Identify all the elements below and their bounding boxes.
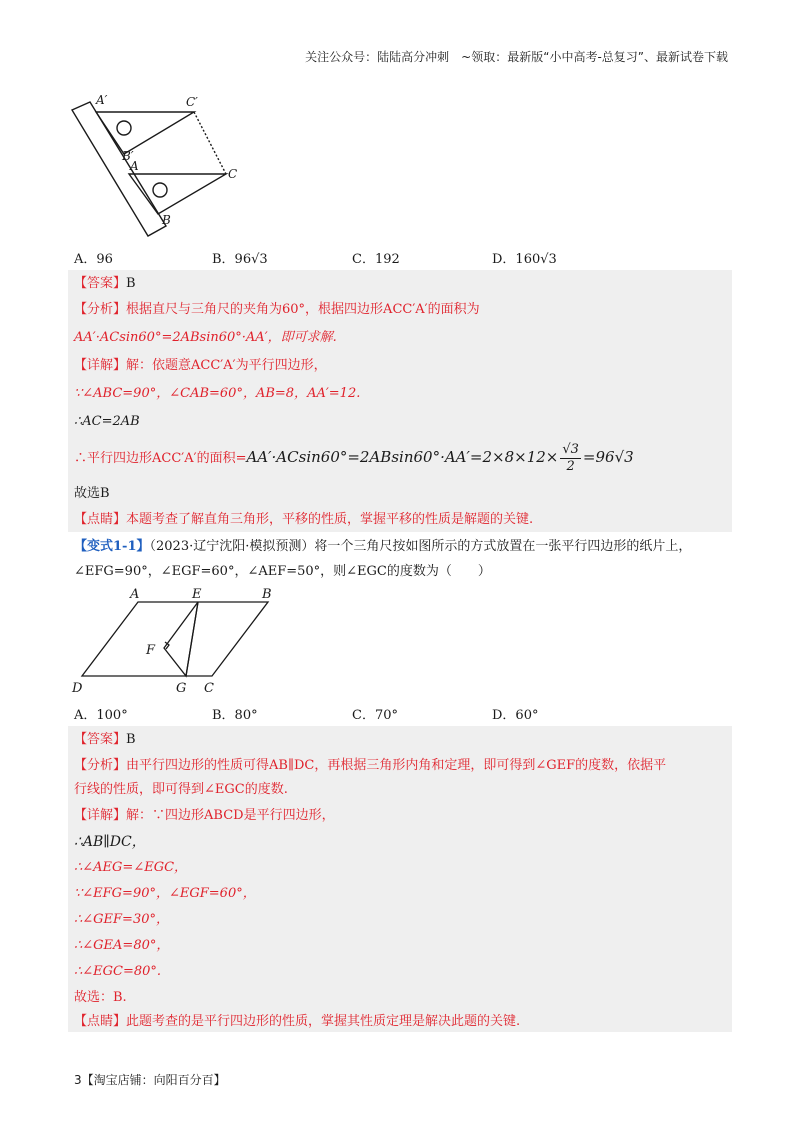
detail-text: 解：依题意ACC′A′为平行四边形， xyxy=(126,358,327,373)
q2-detail-line2: ∴AB∥DC， xyxy=(74,834,146,850)
label-D: D xyxy=(72,681,83,696)
answer-tag: 【答案】 xyxy=(74,276,127,291)
q1-analysis-line1 xyxy=(74,300,480,320)
comment-tag: 【点睛】 xyxy=(74,512,127,527)
q1-comment-line xyxy=(74,510,533,530)
triangle-efg xyxy=(164,602,198,676)
q2-analysis-line1 xyxy=(74,756,666,776)
q1-option-b: B．96√3 xyxy=(212,252,268,267)
analysis-text: 由平行四边形的性质可得AB∥DC，再根据三角形内角和定理，即可得到∠GEF的度数，依据平 xyxy=(126,758,667,773)
q2-source-text: （2023·辽宁沈阳·模拟预测）将一个三角尺按如图所示的方式放置在一张平行四边形的纸片上， xyxy=(149,539,692,554)
triangle-lower xyxy=(129,174,226,214)
shop-name: 【淘宝店铺：向阳百分百】 xyxy=(81,1073,226,1087)
fraction-denominator: 2 xyxy=(566,459,575,474)
q2-option-d: D．60° xyxy=(492,708,539,723)
analysis-text: 根据直尺与三角尺的夹角为60°，根据四边形ACC′A′的面积为 xyxy=(126,302,480,317)
answer-value: B xyxy=(126,276,136,291)
q1-detail-line4 xyxy=(74,440,634,476)
label-B: B xyxy=(162,213,171,227)
label-A: A xyxy=(130,159,139,173)
label-A-prime: A′ xyxy=(96,93,108,107)
label-B-prime: B′ xyxy=(122,149,134,163)
q1-detail-line2 xyxy=(74,384,360,404)
q2-question-line1 xyxy=(74,537,691,557)
detail-area-result: =96√3 xyxy=(582,448,634,466)
detail-text: 解：∵四边形ABCD是平行四边形， xyxy=(126,808,335,823)
detail-given-ab: AB=8， xyxy=(255,386,308,401)
q2-detail-line7: ∴∠EGC=80°. xyxy=(74,964,162,979)
q2-option-a: A．100° xyxy=(74,708,128,723)
q1-detail-line1 xyxy=(74,356,327,376)
q2-comment-line xyxy=(74,1012,520,1032)
label-C: C xyxy=(228,167,238,181)
fraction-numerator: √3 xyxy=(562,442,579,457)
fraction-sqrt3-over-2 xyxy=(560,442,581,475)
dotted-segment-cc xyxy=(194,112,226,174)
analysis-tag: 【分析】 xyxy=(74,758,127,773)
detail-tag: 【详解】 xyxy=(74,358,127,373)
circle-hole-upper xyxy=(117,121,131,135)
q1-option-a: A．96 xyxy=(74,252,113,267)
q2-detail-line4: ∵∠EFG=90°，∠EGF=60°， xyxy=(74,886,256,901)
variant-tag: 【变式1-1】 xyxy=(74,539,150,554)
q2-analysis-line2: 行线的性质，即可得到∠EGC的度数. xyxy=(74,782,288,797)
q1-detail-line5: 故选B xyxy=(74,486,110,501)
answer-tag: 【答案】 xyxy=(74,732,127,747)
figure-parallelogram xyxy=(68,586,288,698)
answer-value: B xyxy=(126,732,136,747)
triangle-upper xyxy=(96,112,194,154)
q1-options xyxy=(74,248,734,270)
ruler-shape xyxy=(72,102,166,236)
label-C-prime: C′ xyxy=(186,95,198,109)
q2-detail-line8: 故选：B. xyxy=(74,990,127,1005)
q2-detail-line6: ∴∠GEA=80°， xyxy=(74,938,170,953)
q1-option-d: D．160√3 xyxy=(492,252,557,267)
page-header: 关注公众号：陆陆高分冲刺 ~领取：最新版“小中高考-总复习”、最新试卷下载 xyxy=(305,50,728,64)
q1-option-c: C．192 xyxy=(352,252,400,267)
q2-question-line2: ∠EFG=90°，∠EGF=60°，∠AEF=50°，则∠EGC的度数为（ ） xyxy=(74,564,491,579)
comment-text: 本题考查了解直角三角形，平移的性质，掌握平移的性质是解题的关键. xyxy=(126,512,534,527)
q1-detail-line3: ∴AC=2AB xyxy=(74,414,140,429)
q2-option-b: B．80° xyxy=(212,708,258,723)
comment-text: 此题考查的是平行四边形的性质，掌握其性质定理是解决此题的关键. xyxy=(126,1014,521,1029)
circle-hole-lower xyxy=(153,183,167,197)
q2-answer-line xyxy=(74,730,136,750)
parallelogram-abcd xyxy=(82,602,268,676)
comment-tag: 【点睛】 xyxy=(74,1014,127,1029)
page-number: 3 xyxy=(74,1073,82,1087)
q2-option-c: C．70° xyxy=(352,708,398,723)
detail-area-expr: AA′·ACsin60°=2ABsin60°·AA′=2×8×12× xyxy=(246,448,559,466)
label-B: B xyxy=(262,587,272,602)
q2-detail-line5: ∴∠GEF=30°， xyxy=(74,912,169,927)
page-footer xyxy=(74,1071,226,1088)
analysis-tag: 【分析】 xyxy=(74,302,127,317)
q1-answer-line xyxy=(74,274,136,294)
q2-detail-line3: ∴∠AEG=∠EGC， xyxy=(74,860,188,875)
detail-area-label: ∴平行四边形ACC′A′的面积= xyxy=(74,451,247,466)
detail-tag: 【详解】 xyxy=(74,808,127,823)
q1-analysis-line2: AA′·ACsin60°=2ABsin60°·AA′，即可求解. xyxy=(74,330,337,345)
q2-detail-line1 xyxy=(74,806,335,826)
detail-given-angles: ∵∠ABC=90°，∠CAB=60°， xyxy=(74,386,256,401)
detail-given-aa: AA′=12. xyxy=(307,386,361,401)
label-A: A xyxy=(130,587,140,602)
label-C: C xyxy=(204,681,214,696)
label-E: E xyxy=(192,587,202,602)
label-G: G xyxy=(176,681,187,696)
figure-ruler-triangles xyxy=(60,88,260,238)
segment-eg xyxy=(186,602,198,676)
label-F: F xyxy=(146,643,156,658)
q2-options xyxy=(74,704,734,726)
